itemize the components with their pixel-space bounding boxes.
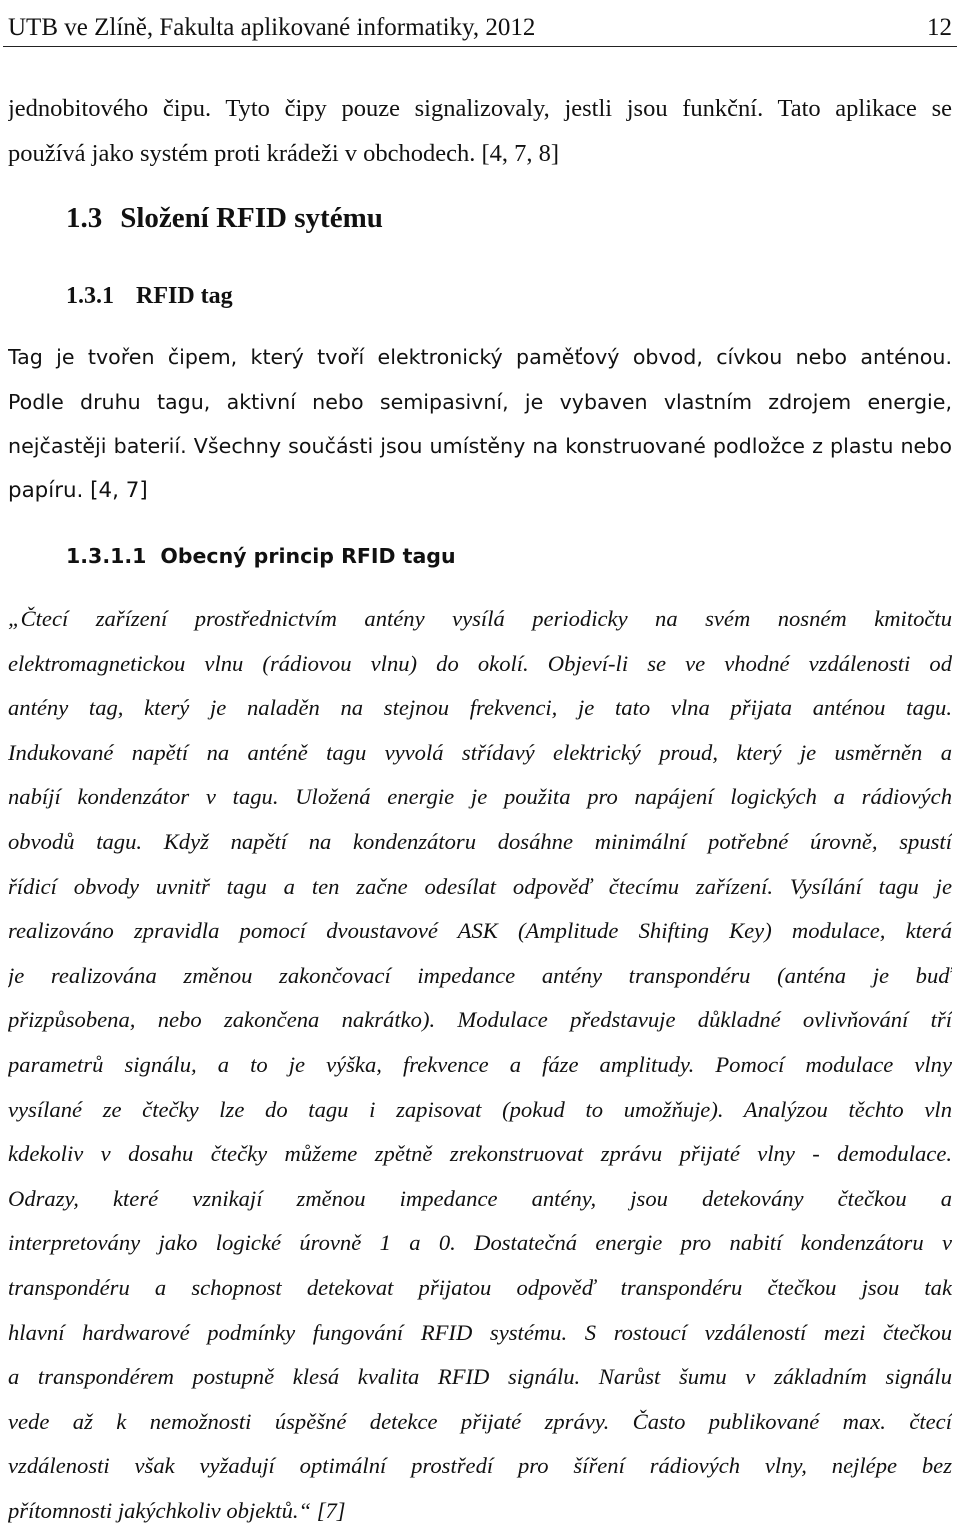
subsubsection-heading (66, 544, 456, 568)
text-line: Tag je tvořen čipem, který tvoří elektronický paměťový obvod, cívkou nebo anténou. (8, 345, 952, 369)
header-title: UTB ve Zlíně, Fakulta aplikované informatiky, 2012 (8, 14, 536, 41)
text-line: používá jako systém proti krádeži v obchodech. [4, 7, 8] (8, 139, 560, 167)
text-line: přizpůsobena, nebo zakončena nakrátko). Modulace představuje důkladné ovlivňování tří (8, 1007, 952, 1033)
text-line: nabíjí kondenzátor v tagu. Uložená energie je použita pro napájení logických a rádiových (8, 784, 952, 810)
section-number: 1.3 (66, 202, 103, 234)
intro-paragraph (8, 87, 952, 176)
header-rule (3, 46, 957, 47)
text-line: transpondéru a schopnost detekovat přijatou odpověď transpondéru čtečkou jsou tak (8, 1274, 952, 1300)
text-line: hlavní hardwarové podmínky fungování RFID systému. S rostoucí vzdáleností mezi čtečkou (8, 1319, 952, 1345)
text-line: kdekoliv v dosahu čtečky můžeme zpětně zrekonstruovat zprávu přijaté vlny - demodulace. (8, 1141, 952, 1167)
subsection-heading (66, 283, 233, 310)
page-number: 12 (927, 14, 952, 41)
principle-quote-paragraph (8, 597, 952, 1533)
text-line: „Čtecí zařízení prostřednictvím antény vysílá periodicky na svém nosném kmitočtu (8, 606, 952, 631)
text-line: přítomnosti jakýchkoliv objektů.“ [7] (8, 1497, 346, 1523)
text-line: nejčastěji baterií. Všechny součásti jsou umístěny na konstruované podložce z plastu nebo (8, 434, 952, 459)
text-line: interpretovány jako logické úrovně 1 a 0. Dostatečná energie pro nabití kondenzátoru v (8, 1230, 952, 1256)
text-line: obvodů tagu. Když napětí na kondenzátoru dosáhne minimální potřebné úrovně, spustí (8, 828, 952, 854)
section-heading (66, 202, 383, 235)
text-line: antény tag, který je naladěn na stejnou frekvenci, je tato vlna přijata anténou tagu. (8, 695, 952, 721)
text-line: Odrazy, které vznikají změnou impedance antény, jsou detekovány čtečkou a (8, 1185, 952, 1211)
subsection-title: RFID tag (136, 283, 233, 309)
text-line: vzdálenosti však vyžadují optimální prostředí pro šíření rádiových vlny, nejlépe bez (8, 1453, 952, 1479)
subsubsection-number: 1.3.1.1 (66, 544, 147, 568)
text-line: Indukované napětí na anténě tagu vyvolá střídavý elektrický proud, který je usměrněn a (8, 739, 952, 765)
text-line: jednobitového čipu. Tyto čipy pouze signalizovaly, jestli jsou funkční. Tato aplikace se (8, 95, 952, 122)
text-line: papíru. [4, 7] (8, 477, 148, 503)
section-title: Složení RFID sytému (120, 202, 383, 234)
subsubsection-title: Obecný princip RFID tagu (160, 544, 456, 568)
running-header (8, 2, 952, 42)
text-line: vede až k nemožnosti úspěšné detekce přijaté zprávy. Často publikované max. čtecí (8, 1408, 952, 1434)
text-line: elektromagnetickou vlnu (rádiovou vlnu) do okolí. Objeví-li se ve vhodné vzdálenosti od (8, 650, 952, 676)
subsection-number: 1.3.1 (66, 283, 114, 309)
text-line: vysílané ze čtečky lze do tagu i zapisovat (pokud to umožňuje). Analýzou těchto vln (8, 1096, 952, 1122)
text-line: řídicí obvody uvnitř tagu a ten začne odesílat odpověď čtecímu zařízení. Vysílání tagu je (8, 873, 952, 899)
text-line: je realizována změnou zakončovací impedance antény transpondéru (anténa je buď (8, 962, 952, 988)
text-line: realizováno zpravidla pomocí dvoustavové ASK (Amplitude Shifting Key) modulace, která (8, 918, 952, 944)
text-line: parametrů signálu, a to je výška, frekvence a fáze amplitudy. Pomocí modulace vlny (8, 1051, 952, 1077)
rfid-tag-paragraph (8, 335, 952, 513)
text-line: Podle druhu tagu, aktivní nebo semipasivní, je vybaven vlastním zdrojem energie, (8, 389, 952, 414)
text-line: a transpondérem postupně klesá kvalita RFID signálu. Narůst šumu v základním signálu (8, 1364, 952, 1390)
